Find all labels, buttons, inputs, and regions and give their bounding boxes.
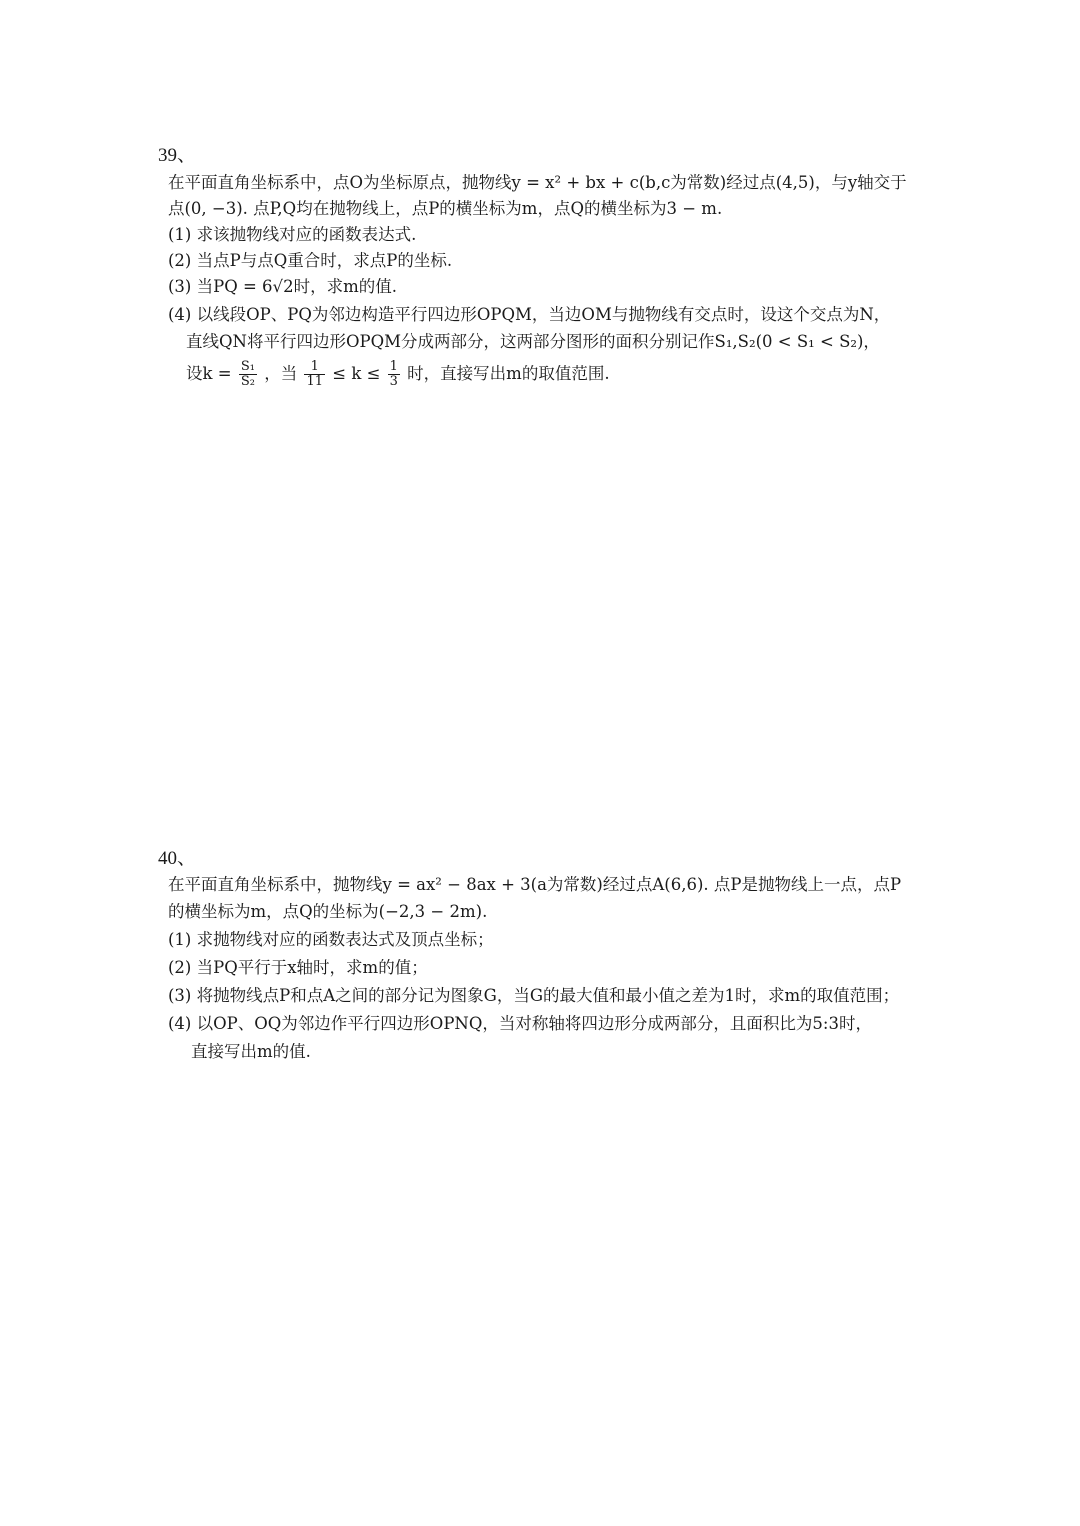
problem-stem-line: 点(0, −3). 点P,Q均在抛物线上，点P的横坐标为m，点Q的横坐标为3 − m. xyxy=(168,199,723,218)
sub-question-2: (2) 当点P与点Q重合时，求点P的坐标. xyxy=(168,251,453,270)
problem-number: 39、 xyxy=(158,145,197,166)
denominator: S₂ xyxy=(240,374,255,389)
text-segment: 设k = xyxy=(186,364,232,383)
numerator: S₁ xyxy=(240,359,255,374)
sub-question-1: (1) 求该抛物线对应的函数表达式. xyxy=(168,225,417,244)
sub-question-4-cont: 直接写出m的值. xyxy=(191,1042,311,1061)
fraction-lower xyxy=(304,360,325,389)
sub-question-2: (2) 当PQ平行于x轴时，求m的值； xyxy=(168,958,428,977)
denominator: 3 xyxy=(389,374,398,389)
sub-question-1: (1) 求抛物线对应的函数表达式及顶点坐标； xyxy=(168,930,494,949)
sub-question-4: (4) 以线段OP、PQ为邻边构造平行四边形OPQM，当边OM与抛物线有交点时，设这个交点为N， xyxy=(168,305,891,324)
sub-question-3: (3) 将抛物线点P和点A之间的部分记为图象G，当G的最大值和最小值之差为1时，求m的取值范围； xyxy=(168,986,900,1005)
sub-question-4-cont xyxy=(186,357,610,391)
text-segment: ，当 xyxy=(264,364,298,383)
problem-stem-line: 的横坐标为m，点Q的坐标为(−2,3 − 2m). xyxy=(168,902,488,921)
sub-question-4-cont: 直线QN将平行四边形OPQM分成两部分，这两部分图形的面积分别记作S₁,S₂(0 < S₁ < S₂)， xyxy=(186,332,880,351)
text-segment: 时，直接写出m的取值范围. xyxy=(407,364,610,383)
denominator: 11 xyxy=(306,374,323,389)
problem-stem-line: 在平面直角坐标系中，抛物线y = ax² − 8ax + 3(a为常数)经过点A(6,6). 点P是抛物线上一点，点P xyxy=(168,875,902,894)
numerator: 1 xyxy=(304,360,325,375)
problem-stem-line: 在平面直角坐标系中，点O为坐标原点，抛物线y = x² + bx + c(b,c为常数)经过点(4,5)，与y轴交于 xyxy=(168,173,907,192)
fraction-upper xyxy=(388,360,400,389)
numerator: 1 xyxy=(389,359,398,374)
sub-question-4: (4) 以OP、OQ为邻边作平行四边形OPNQ，当对称轴将四边形分成两部分，且面积比为5:3时， xyxy=(168,1014,872,1033)
problem-number: 40、 xyxy=(158,848,197,869)
fraction-k xyxy=(239,360,257,389)
sub-question-3: (3) 当PQ = 6√2时，求m的值. xyxy=(168,277,397,296)
text-segment: ≤ k ≤ xyxy=(332,364,381,383)
